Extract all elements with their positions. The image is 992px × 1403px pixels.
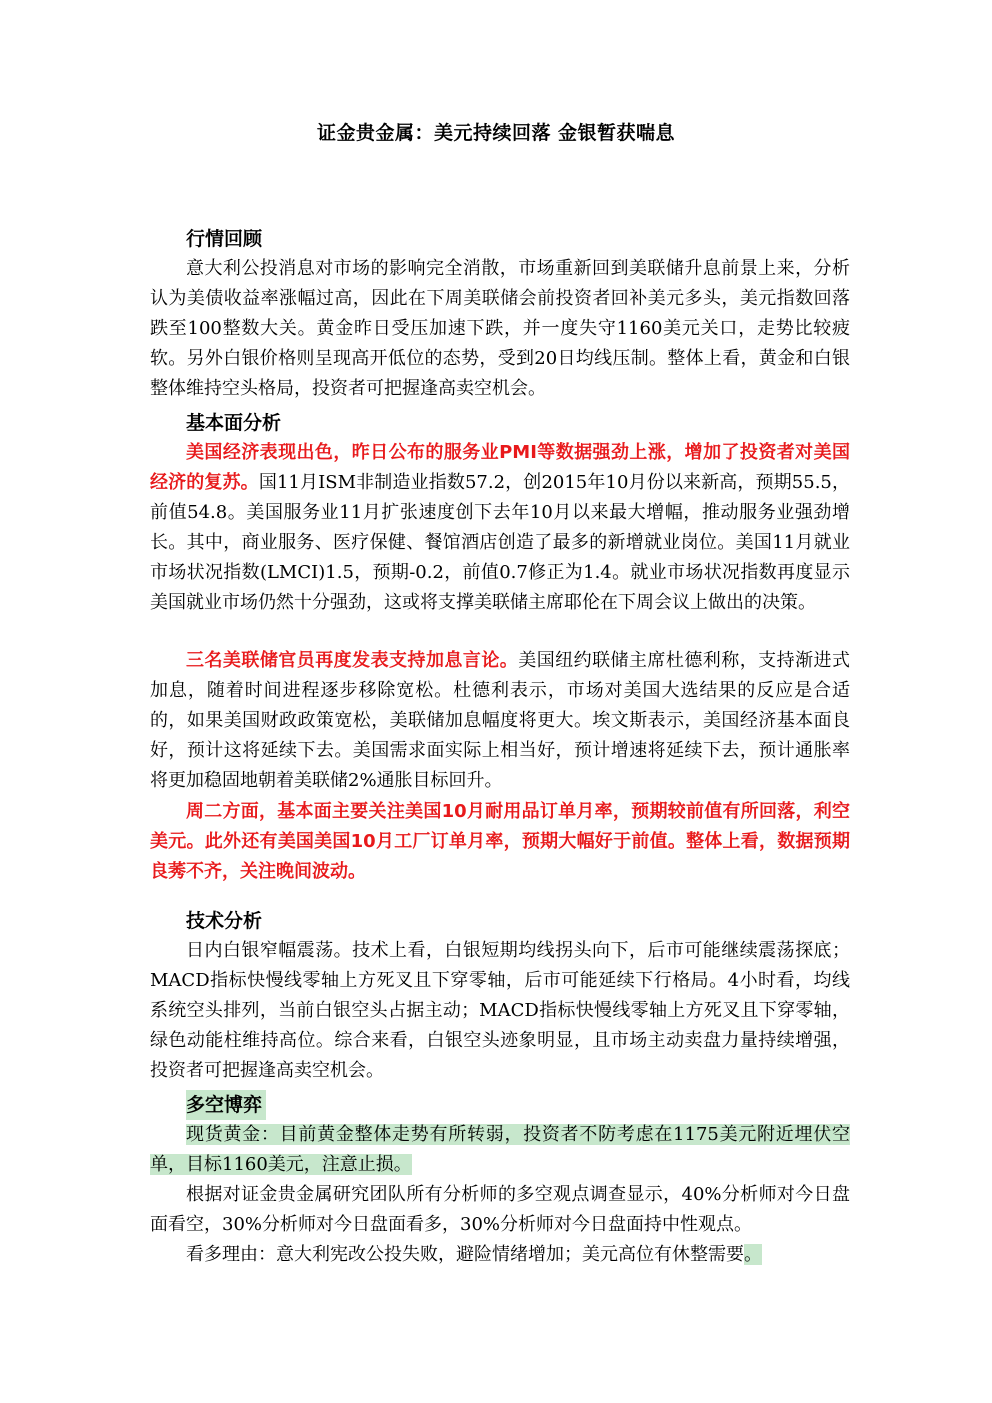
technical-section [150,906,850,1086]
fundamentals-section-3 [150,797,850,887]
document-title: 证金贵金属：美元持续回落 金银暂获喘息 [316,122,676,144]
technical-heading: 技术分析 [186,910,263,932]
fundamentals-heading: 基本面分析 [186,412,282,434]
bull-reason-text: 意大利宪改公投失败，避险情绪增加；美元高位有休整需要 [276,1244,744,1265]
technical-body: 日内白银窄幅震荡。技术上看，白银短期均线拐头向下，后市可能继续震荡探底；MACD指标快慢线零轴上方死叉且下穿零轴，后市可能延续下行格局。4小时看，均线系统空头排列，当前白银空头占据主动；MACD指标快慢线零轴上方死叉且下穿零轴，绿色动能柱维持高位。综合来看，白银空头迹象明显，且市场主动卖盘力量持续增强，投资者可把握逢高卖空机会。 [150,940,850,1081]
fundamentals-paragraph-3: 周二方面，基本面主要关注美国10月耐用品订单月率，预期较前值有所回落，利空美元。此外还有美国美国10月工厂订单月率，预期大幅好于前值。整体上看，数据预期良莠不齐，关注晚间波动。 [150,801,850,882]
long-short-heading-line [150,1090,850,1120]
bull-reason-end: 。 [744,1244,762,1265]
fundamentals-p2-emphasis: 三名美联储官员再度发表支持加息言论。 [186,650,519,671]
fundamentals-paragraph-1 [150,438,850,618]
long-short-heading: 多空博弈 [186,1090,266,1120]
fundamentals-section [150,408,850,618]
fundamentals-paragraph-2 [150,646,850,796]
survey-paragraph: 根据对证金贵金属研究团队所有分析师的多空观点调查显示，40%分析师对今日盘面看空，30%分析师对今日盘面看多，30%分析师对今日盘面持中性观点。 [150,1184,850,1235]
fundamentals-section-2 [150,646,850,796]
fundamentals-p1-text: 国11月ISM非制造业指数57.2，创2015年10月份以来新高，预期55.5，前值54.8。美国服务业11月扩张速度创下去年10月以来最大增幅，推动服务业强劲增长。其中，商业服务、医疗保健、餐馆酒店创造了最多的新增就业岗位。美国11月就业市场状况指数(LMCI)1.5，预期-0.2，前值0.7修正为1.4。就业市场状况指数再度显示美国就业市场仍然十分强劲，这或将支撑美联储主席耶伦在下周会议上做出的决策。 [150,472,851,613]
market-review-body: 意大利公投消息对市场的影响完全消散，市场重新回到美联储升息前景上来，分析认为美债收益率涨幅过高，因此在下周美联储会前投资者回补美元多头，美元指数回落跌至100整数大关。黄金昨日受压加速下跌，并一度失守1160美元关口，走势比较疲软。另外白银价格则呈现高开低位的态势，受到20日均线压制。整体上看，黄金和白银整体维持空头格局，投资者可把握逢高卖空机会。 [150,258,850,399]
bull-reason-label: 看多理由： [186,1244,276,1265]
fundamentals-p1-emphasis: 美国经济表现出色，昨日公布的服务业PMI等数据强劲上涨，增加了投资者对美国经济的复苏。 [150,442,850,493]
spot-gold-text: 现货黄金：目前黄金整体走势有所转弱，投资者不防考虑在1175美元附近埋伏空单，目标1160美元，注意止损。 [150,1124,850,1175]
fundamentals-p2-text: 美国纽约联储主席杜德利称，支持渐进式加息，随着时间进程逐步移除宽松。杜德利表示，市场对美国大选结果的反应是合适的，如果美国财政政策宽松，美联储加息幅度将更大。埃文斯表示，美国经济基本面良好，预计这将延续下去。美国需求面实际上相当好，预计增速将延续下去，预计通胀率将更加稳固地朝着美联储2%通胀目标回升。 [150,650,851,791]
bull-reason-paragraph [150,1240,850,1270]
long-short-section [150,1090,850,1270]
market-review-section [150,224,850,404]
market-review-heading: 行情回顾 [186,228,263,250]
spot-gold-paragraph [150,1120,850,1180]
